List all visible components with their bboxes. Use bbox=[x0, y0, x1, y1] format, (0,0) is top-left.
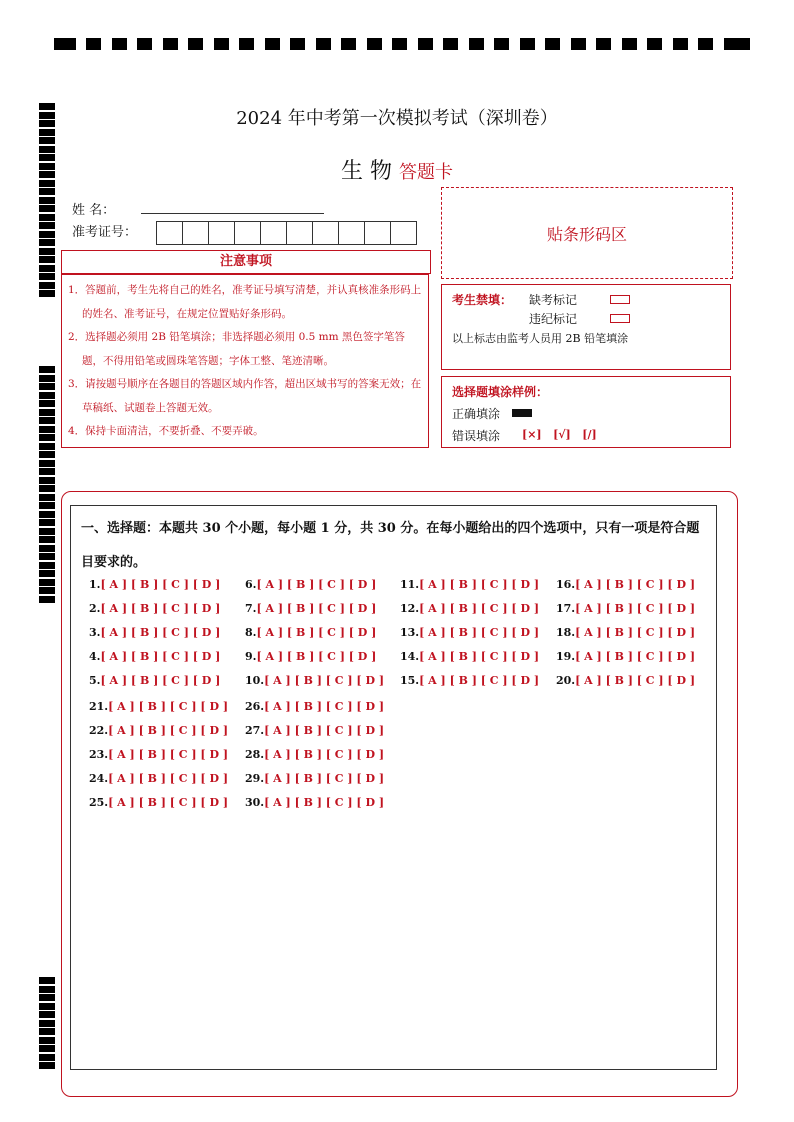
timing-mark bbox=[39, 977, 55, 984]
barcode-label: 贴条形码区 bbox=[546, 224, 627, 244]
timing-mark bbox=[39, 596, 55, 603]
timing-mark bbox=[39, 477, 55, 484]
answer-options[interactable]: [ A ] [ B ] [ C ] [ D ] bbox=[108, 700, 229, 713]
timing-mark bbox=[39, 511, 55, 518]
question-number: 20. bbox=[556, 674, 576, 687]
timing-mark bbox=[39, 587, 55, 594]
question-item[interactable] bbox=[245, 748, 384, 761]
timing-mark bbox=[39, 409, 55, 416]
timing-mark bbox=[39, 146, 55, 153]
timing-mark bbox=[137, 38, 152, 50]
timing-mark bbox=[39, 528, 55, 535]
id-digit-box[interactable] bbox=[364, 221, 391, 245]
question-item[interactable] bbox=[89, 650, 220, 663]
correct-fill-label: 正确填涂 bbox=[452, 407, 501, 421]
timing-mark bbox=[494, 38, 509, 50]
question-item[interactable] bbox=[556, 650, 695, 663]
wrong-fill-samples: [×] [√] [/] bbox=[522, 428, 597, 441]
question-number: 12. bbox=[400, 602, 420, 615]
violation-mark-box[interactable] bbox=[610, 314, 630, 323]
question-item[interactable] bbox=[89, 748, 228, 761]
question-item[interactable] bbox=[245, 796, 384, 809]
question-item[interactable] bbox=[245, 674, 384, 687]
question-item[interactable] bbox=[556, 578, 695, 591]
timing-mark bbox=[39, 1011, 55, 1018]
answer-card-label: 答题卡 bbox=[399, 162, 453, 183]
question-item[interactable] bbox=[400, 626, 539, 639]
timing-mark bbox=[39, 222, 55, 229]
question-number: 21. bbox=[89, 700, 109, 713]
answer-options[interactable]: [ A ] [ B ] [ C ] [ D ] bbox=[100, 626, 221, 639]
question-number: 2. bbox=[89, 602, 101, 615]
timing-mark bbox=[39, 579, 55, 586]
timing-mark bbox=[39, 502, 55, 509]
question-item[interactable] bbox=[400, 578, 539, 591]
answer-options[interactable]: [ A ] [ B ] [ C ] [ D ] bbox=[256, 602, 377, 615]
question-item[interactable] bbox=[245, 650, 376, 663]
timing-mark bbox=[39, 188, 55, 195]
answer-options[interactable]: [ A ] [ B ] [ C ] [ D ] bbox=[264, 724, 385, 737]
answer-options[interactable]: [ A ] [ B ] [ C ] [ D ] bbox=[575, 650, 696, 663]
wrong-fill-label: 错误填涂 bbox=[452, 429, 501, 443]
timing-mark bbox=[596, 38, 611, 50]
question-number: 16. bbox=[556, 578, 576, 591]
answer-options[interactable]: [ A ] [ B ] [ C ] [ D ] bbox=[264, 796, 385, 809]
question-item[interactable] bbox=[89, 700, 228, 713]
fill-example-box bbox=[441, 376, 731, 448]
id-digit-box[interactable] bbox=[390, 221, 417, 245]
timing-mark bbox=[39, 986, 55, 993]
timing-mark bbox=[39, 417, 55, 424]
timing-mark bbox=[39, 443, 55, 450]
timing-mark bbox=[469, 38, 484, 50]
timing-mark bbox=[39, 400, 55, 407]
answer-options[interactable]: [ A ] [ B ] [ C ] [ D ] bbox=[256, 626, 377, 639]
answer-options[interactable]: [ A ] [ B ] [ C ] [ D ] bbox=[100, 578, 221, 591]
question-number: 29. bbox=[245, 772, 265, 785]
exam-id-boxes[interactable] bbox=[156, 221, 416, 245]
answer-options[interactable]: [ A ] [ B ] [ C ] [ D ] bbox=[575, 602, 696, 615]
answer-options[interactable]: [ A ] [ B ] [ C ] [ D ] bbox=[419, 674, 540, 687]
timing-mark bbox=[39, 1037, 55, 1044]
answer-options[interactable]: [ A ] [ B ] [ C ] [ D ] bbox=[256, 578, 377, 591]
question-number: 1. bbox=[89, 578, 101, 591]
name-label: 姓 名： bbox=[72, 203, 116, 218]
question-number: 28. bbox=[245, 748, 265, 761]
exam-ban-note: 以上标志由监考人员用 2B 铅笔填涂 bbox=[452, 332, 629, 345]
timing-mark bbox=[571, 38, 586, 50]
timing-mark bbox=[39, 1062, 55, 1069]
question-number: 17. bbox=[556, 602, 576, 615]
timing-mark bbox=[39, 366, 55, 373]
timing-mark bbox=[39, 536, 55, 543]
timing-mark bbox=[239, 38, 254, 50]
question-item[interactable] bbox=[89, 796, 228, 809]
question-item[interactable] bbox=[400, 650, 539, 663]
fill-example-title: 选择题填涂样例： bbox=[452, 385, 549, 399]
question-number: 11. bbox=[400, 578, 420, 591]
question-item[interactable] bbox=[89, 674, 220, 687]
subject-name: 生 物 bbox=[341, 159, 392, 184]
timing-mark bbox=[188, 38, 203, 50]
answer-options[interactable]: [ A ] [ B ] [ C ] [ D ] bbox=[108, 796, 229, 809]
exam-ban-label: 考生禁填： bbox=[452, 293, 513, 307]
timing-mark bbox=[39, 256, 55, 263]
question-number: 5. bbox=[89, 674, 101, 687]
absent-mark-box[interactable] bbox=[610, 295, 630, 304]
timing-mark bbox=[39, 570, 55, 577]
answer-options[interactable]: [ A ] [ B ] [ C ] [ D ] bbox=[264, 674, 385, 687]
timing-mark bbox=[673, 38, 688, 50]
question-number: 19. bbox=[556, 650, 576, 663]
question-item[interactable] bbox=[245, 772, 384, 785]
id-digit-box[interactable] bbox=[208, 221, 235, 245]
timing-mark bbox=[39, 265, 55, 272]
timing-mark bbox=[39, 231, 55, 238]
notice-item: 2．选择题必须用 2B 铅笔填涂；非选择题必须用 0.5 mm 黑色签字笔答题，不得用铅笔或圆珠笔答题；字体工整、笔迹清晰。 bbox=[68, 331, 405, 367]
question-number: 8. bbox=[245, 626, 257, 639]
answer-options[interactable]: [ A ] [ B ] [ C ] [ D ] bbox=[264, 748, 385, 761]
correct-fill-sample bbox=[512, 409, 532, 417]
timing-mark bbox=[112, 38, 127, 50]
id-digit-box[interactable] bbox=[234, 221, 261, 245]
question-number: 30. bbox=[245, 796, 265, 809]
timing-mark bbox=[39, 239, 55, 246]
timing-mark bbox=[726, 38, 750, 50]
timing-mark bbox=[520, 38, 535, 50]
answer-options[interactable]: [ A ] [ B ] [ C ] [ D ] bbox=[100, 602, 221, 615]
question-item[interactable] bbox=[89, 626, 220, 639]
timing-mark bbox=[39, 214, 55, 221]
timing-mark bbox=[698, 38, 713, 50]
notice-item: 4．保持卡面清洁，不要折叠、不要弄破。 bbox=[68, 425, 264, 437]
timing-mark bbox=[163, 38, 178, 50]
timing-mark bbox=[545, 38, 560, 50]
question-number: 6. bbox=[245, 578, 257, 591]
timing-mark bbox=[39, 468, 55, 475]
subject-heading bbox=[0, 154, 794, 185]
question-item[interactable] bbox=[245, 602, 376, 615]
question-number: 13. bbox=[400, 626, 420, 639]
question-number: 7. bbox=[245, 602, 257, 615]
timing-mark bbox=[39, 519, 55, 526]
question-item[interactable] bbox=[400, 674, 539, 687]
question-item[interactable] bbox=[89, 602, 220, 615]
timing-mark bbox=[39, 1028, 55, 1035]
answer-options[interactable]: [ A ] [ B ] [ C ] [ D ] bbox=[575, 626, 696, 639]
question-item[interactable] bbox=[245, 724, 384, 737]
answer-options[interactable]: [ A ] [ B ] [ C ] [ D ] bbox=[419, 602, 540, 615]
timing-mark bbox=[392, 38, 407, 50]
id-digit-box[interactable] bbox=[312, 221, 339, 245]
timing-mark bbox=[418, 38, 433, 50]
question-number: 4. bbox=[89, 650, 101, 663]
timing-mark bbox=[39, 392, 55, 399]
question-number: 27. bbox=[245, 724, 265, 737]
question-item[interactable] bbox=[400, 602, 539, 615]
question-item[interactable] bbox=[89, 724, 228, 737]
question-number: 25. bbox=[89, 796, 109, 809]
timing-mark bbox=[39, 375, 55, 382]
timing-mark bbox=[647, 38, 662, 50]
timing-mark bbox=[39, 205, 55, 212]
barcode-area bbox=[441, 187, 733, 279]
notice-item: 3．请按题号顺序在各题目的答题区域内作答，超出区域书写的答案无效；在草稿纸、试题卷上答题无效。 bbox=[68, 378, 422, 414]
answer-options[interactable]: [ A ] [ B ] [ C ] [ D ] bbox=[264, 700, 385, 713]
section-title: 一、选择题：本题共 30 个小题，每小题 1 分，共 30 分。在每小题给出的四个选项中，只有一项是符合题目要求的。 bbox=[81, 521, 700, 570]
timing-mark bbox=[290, 38, 305, 50]
question-number: 18. bbox=[556, 626, 576, 639]
id-digit-box[interactable] bbox=[156, 221, 183, 245]
answer-options[interactable]: [ A ] [ B ] [ C ] [ D ] bbox=[100, 674, 221, 687]
question-number: 14. bbox=[400, 650, 420, 663]
question-number: 23. bbox=[89, 748, 109, 761]
timing-mark bbox=[39, 1054, 55, 1061]
notice-title: 注意事项 bbox=[61, 250, 431, 274]
timing-mark bbox=[86, 38, 101, 50]
timing-mark bbox=[54, 38, 76, 50]
answer-options[interactable]: [ A ] [ B ] [ C ] [ D ] bbox=[100, 650, 221, 663]
answer-options[interactable]: [ A ] [ B ] [ C ] [ D ] bbox=[256, 650, 377, 663]
answer-options[interactable]: [ A ] [ B ] [ C ] [ D ] bbox=[264, 772, 385, 785]
timing-mark bbox=[39, 197, 55, 204]
answer-options[interactable]: [ A ] [ B ] [ C ] [ D ] bbox=[419, 578, 540, 591]
absent-mark-label: 缺考标记 bbox=[529, 293, 578, 307]
id-label: 准考证号： bbox=[72, 225, 138, 240]
timing-mark bbox=[39, 994, 55, 1001]
question-number: 15. bbox=[400, 674, 420, 687]
answer-options[interactable]: [ A ] [ B ] [ C ] [ D ] bbox=[419, 650, 540, 663]
notice-item: 1．答题前，考生先将自己的姓名，准考证号填写清楚，并认真核准条形码上的姓名、准考证号，在规定位置贴好条形码。 bbox=[68, 284, 422, 320]
timing-mark bbox=[214, 38, 229, 50]
timing-mark bbox=[39, 1003, 55, 1010]
timing-mark bbox=[443, 38, 458, 50]
question-item[interactable] bbox=[245, 578, 376, 591]
notice-body bbox=[61, 274, 429, 448]
timing-mark bbox=[39, 248, 55, 255]
id-digit-box[interactable] bbox=[338, 221, 365, 245]
question-item[interactable] bbox=[89, 772, 228, 785]
timing-mark bbox=[39, 137, 55, 144]
name-input-line[interactable] bbox=[141, 213, 324, 214]
answer-options[interactable]: [ A ] [ B ] [ C ] [ D ] bbox=[575, 578, 696, 591]
question-number: 24. bbox=[89, 772, 109, 785]
question-item[interactable] bbox=[556, 674, 695, 687]
question-number: 22. bbox=[89, 724, 109, 737]
question-item[interactable] bbox=[89, 578, 220, 591]
timing-mark bbox=[39, 494, 55, 501]
question-number: 26. bbox=[245, 700, 265, 713]
answer-options[interactable]: [ A ] [ B ] [ C ] [ D ] bbox=[419, 626, 540, 639]
timing-mark bbox=[39, 273, 55, 280]
question-item[interactable] bbox=[245, 626, 376, 639]
timing-mark bbox=[341, 38, 356, 50]
timing-mark bbox=[39, 451, 55, 458]
answer-options[interactable]: [ A ] [ B ] [ C ] [ D ] bbox=[108, 748, 229, 761]
timing-mark bbox=[367, 38, 382, 50]
id-digit-box[interactable] bbox=[286, 221, 313, 245]
question-number: 3. bbox=[89, 626, 101, 639]
timing-marks-top bbox=[54, 38, 750, 50]
question-item[interactable] bbox=[556, 626, 695, 639]
answer-options[interactable]: [ A ] [ B ] [ C ] [ D ] bbox=[108, 772, 229, 785]
timing-mark bbox=[39, 485, 55, 492]
timing-mark bbox=[39, 383, 55, 390]
timing-mark bbox=[39, 434, 55, 441]
id-digit-box[interactable] bbox=[182, 221, 209, 245]
question-number: 10. bbox=[245, 674, 265, 687]
timing-mark bbox=[39, 1045, 55, 1052]
violation-mark-label: 违纪标记 bbox=[529, 312, 578, 326]
page-title: 2024 年中考第一次模拟考试（深圳卷） bbox=[236, 108, 558, 129]
question-item[interactable] bbox=[245, 700, 384, 713]
timing-mark bbox=[39, 460, 55, 467]
timing-mark bbox=[265, 38, 280, 50]
timing-mark bbox=[39, 282, 55, 289]
question-item[interactable] bbox=[556, 602, 695, 615]
timing-mark bbox=[39, 1020, 55, 1027]
timing-mark bbox=[316, 38, 331, 50]
timing-mark bbox=[39, 553, 55, 560]
answer-options[interactable]: [ A ] [ B ] [ C ] [ D ] bbox=[575, 674, 696, 687]
timing-mark bbox=[39, 426, 55, 433]
timing-mark bbox=[39, 562, 55, 569]
id-digit-box[interactable] bbox=[260, 221, 287, 245]
timing-mark bbox=[39, 290, 55, 297]
timing-mark bbox=[622, 38, 637, 50]
answer-options[interactable]: [ A ] [ B ] [ C ] [ D ] bbox=[108, 724, 229, 737]
timing-mark bbox=[39, 545, 55, 552]
exam-ban-box bbox=[441, 284, 731, 370]
question-number: 9. bbox=[245, 650, 257, 663]
